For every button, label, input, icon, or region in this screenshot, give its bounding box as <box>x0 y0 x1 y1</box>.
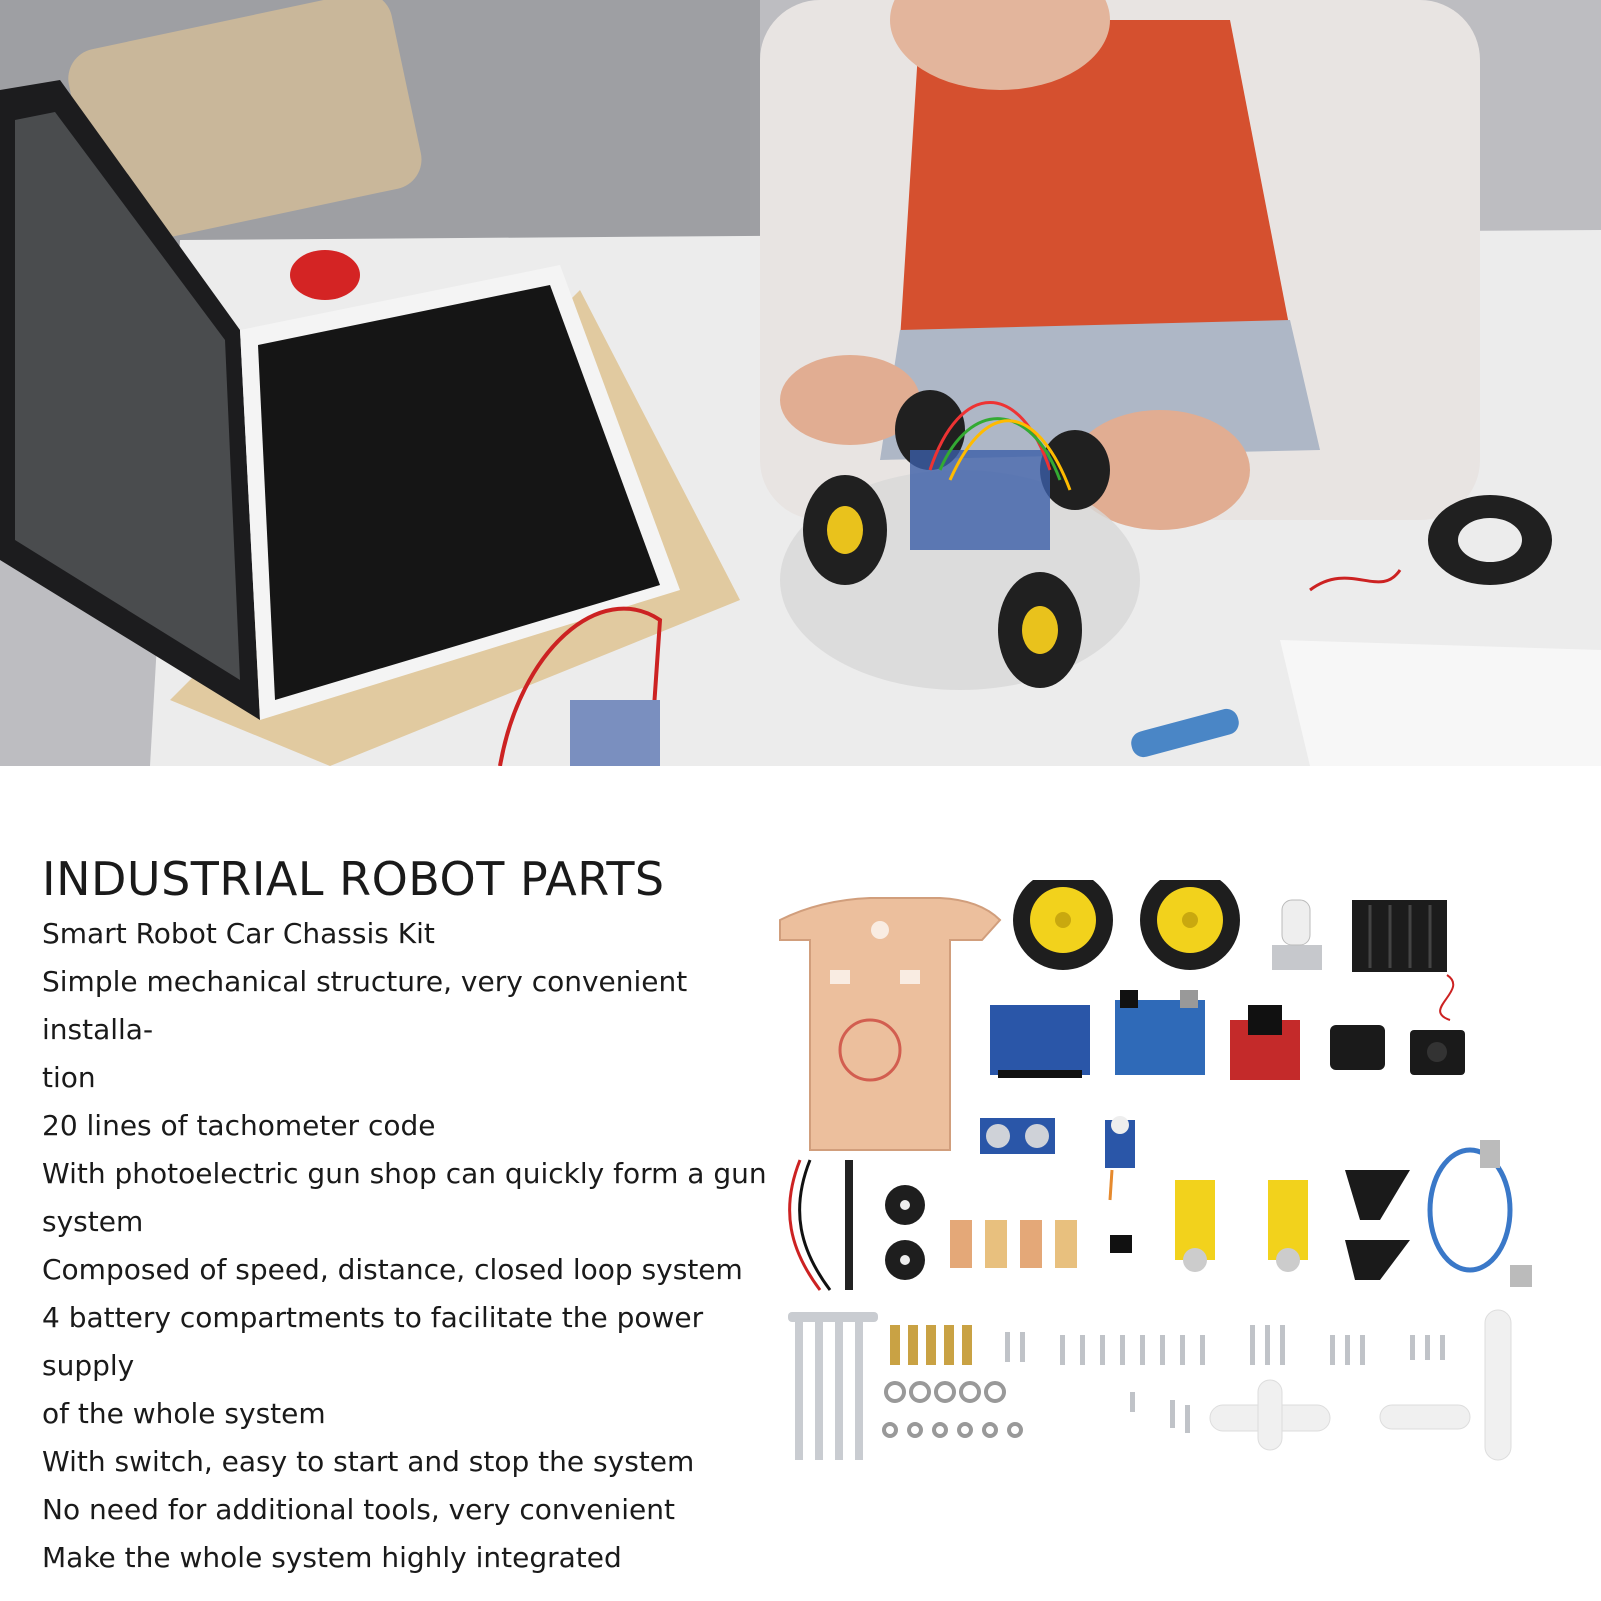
product-subtitle: Smart Robot Car Chassis Kit <box>42 917 435 950</box>
feature-line: Composed of speed, distance, closed loop system <box>42 1253 743 1286</box>
feature-line: Make the whole system highly integrated <box>42 1541 622 1574</box>
servo-motor <box>1105 1116 1135 1200</box>
kit-parts-layout <box>770 880 1590 1500</box>
feature-line: Simple mechanical structure, very convenient installa- <box>42 965 688 1046</box>
gear-motor <box>1175 1180 1215 1272</box>
feature-line: tion <box>42 1061 96 1094</box>
sensor-mount <box>1330 1025 1385 1070</box>
wheel <box>1140 880 1240 970</box>
gear-motor <box>1268 1180 1308 1272</box>
feature-line: No need for additional tools, very convenient <box>42 1493 675 1526</box>
caster-wheel <box>1272 900 1322 970</box>
battery-holder <box>1352 900 1453 1020</box>
acrylic-chassis-plate <box>780 898 1000 1150</box>
power-switch <box>1110 1235 1132 1253</box>
servo-horn <box>1210 1310 1511 1460</box>
header-pins <box>845 1160 853 1290</box>
hero-photo <box>0 0 1601 766</box>
product-title: INDUSTRIAL ROBOT PARTS <box>42 852 665 906</box>
feature-line: of the whole system <box>42 1397 326 1430</box>
nuts <box>884 1383 1021 1436</box>
sensor-mount <box>1410 1030 1465 1075</box>
tape-roll <box>290 250 360 300</box>
robot-wheel <box>1040 430 1110 510</box>
feature-line: 20 lines of tachometer code <box>42 1109 436 1142</box>
kit-parts-image <box>770 880 1590 1500</box>
sensor-holder <box>1345 1240 1410 1280</box>
wheel <box>1013 880 1113 970</box>
workshop-scene <box>0 0 1601 766</box>
motor-driver-board <box>1230 1005 1300 1080</box>
motor-shield-board <box>990 1005 1090 1078</box>
feature-line: system <box>42 1205 144 1238</box>
sensor-holder <box>1345 1170 1410 1220</box>
motor-bracket <box>950 1220 1077 1268</box>
feature-line: With photoelectric gun shop can quickly form a gun <box>42 1157 767 1190</box>
feature-line: 4 battery compartments to facilitate the power supply <box>42 1301 704 1382</box>
feature-line: With switch, easy to start and stop the system <box>42 1445 695 1478</box>
long-screws <box>788 1312 878 1460</box>
sketch-paper <box>1280 640 1601 766</box>
ultrasonic-sensor <box>980 1118 1055 1154</box>
product-description <box>42 852 802 1582</box>
brass-spacers <box>890 1325 972 1365</box>
controller-board <box>1115 990 1205 1075</box>
jumper-cables <box>570 700 660 766</box>
